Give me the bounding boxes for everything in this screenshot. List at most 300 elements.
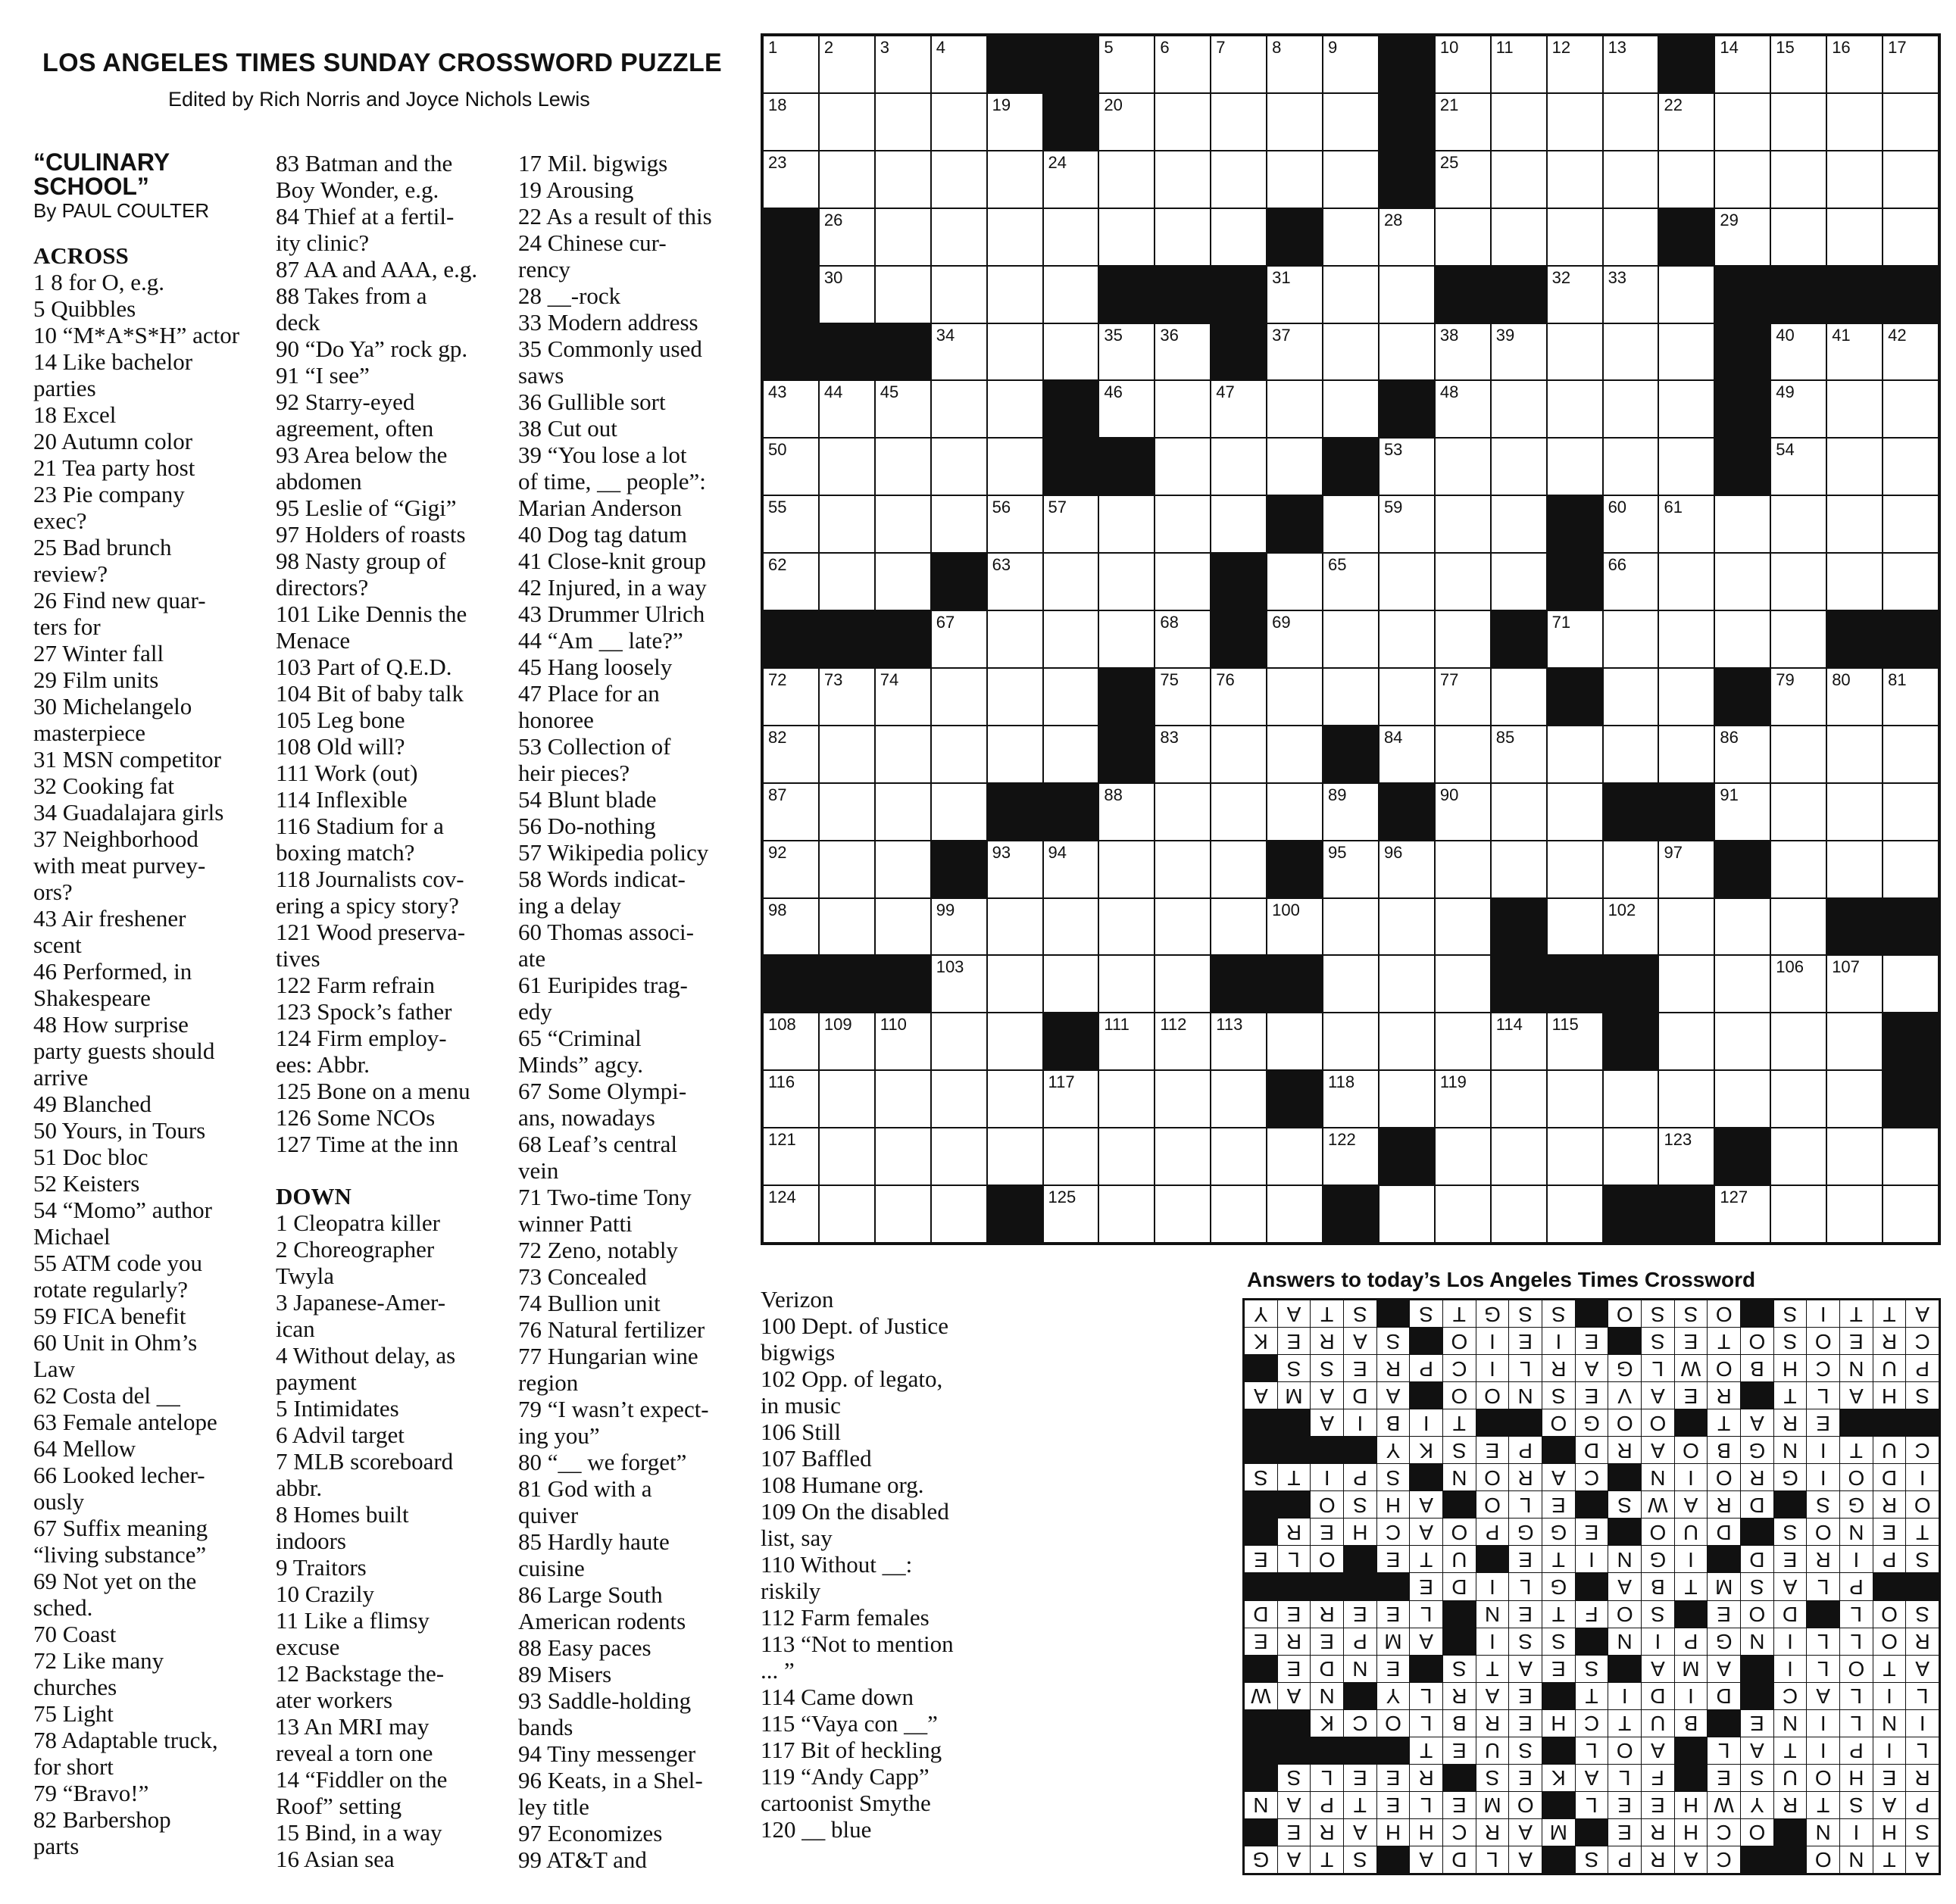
grid-cell[interactable] [1323, 94, 1378, 150]
grid-cell[interactable] [1211, 726, 1266, 782]
grid-cell[interactable] [1492, 496, 1546, 552]
grid-cell[interactable] [1044, 1128, 1098, 1185]
grid-cell[interactable] [1267, 151, 1322, 208]
grid-cell[interactable] [1548, 36, 1602, 92]
grid-cell[interactable] [1492, 439, 1546, 495]
grid-cell[interactable] [1548, 726, 1602, 782]
grid-cell[interactable] [1099, 611, 1154, 667]
grid-cell[interactable] [1211, 669, 1266, 725]
grid-cell[interactable] [1715, 554, 1770, 610]
grid-cell[interactable] [1604, 209, 1658, 265]
grid-cell[interactable] [932, 381, 986, 437]
grid-cell[interactable] [932, 1186, 986, 1242]
grid-cell[interactable] [820, 1013, 874, 1069]
grid-cell[interactable] [1883, 496, 1938, 552]
grid-cell[interactable] [764, 554, 818, 610]
grid-cell[interactable] [1323, 381, 1378, 437]
grid-cell[interactable] [1883, 36, 1938, 92]
grid-cell[interactable] [876, 841, 930, 897]
grid-cell[interactable] [1211, 899, 1266, 955]
grid-cell[interactable] [1155, 1071, 1210, 1127]
grid-cell[interactable] [820, 439, 874, 495]
grid-cell[interactable] [1267, 669, 1322, 725]
grid-cell[interactable] [1323, 151, 1378, 208]
grid-cell[interactable] [1099, 1071, 1154, 1127]
grid-cell[interactable] [1044, 1071, 1098, 1127]
grid-cell[interactable] [1380, 611, 1434, 667]
grid-cell[interactable] [1155, 151, 1210, 208]
grid-cell[interactable] [1155, 841, 1210, 897]
grid-cell[interactable] [1436, 36, 1490, 92]
grid-cell[interactable] [1155, 956, 1210, 1012]
grid-cell[interactable] [1659, 1128, 1714, 1185]
grid-cell[interactable] [764, 36, 818, 92]
grid-cell[interactable] [1659, 324, 1714, 380]
grid-cell[interactable] [1715, 1186, 1770, 1242]
grid-cell[interactable] [876, 784, 930, 840]
grid-cell[interactable] [1044, 151, 1098, 208]
grid-cell[interactable] [1771, 496, 1826, 552]
grid-cell[interactable] [1604, 94, 1658, 150]
grid-cell[interactable] [988, 1013, 1042, 1069]
grid-cell[interactable] [1211, 94, 1266, 150]
grid-cell[interactable] [1771, 956, 1826, 1012]
grid-cell[interactable] [988, 209, 1042, 265]
grid-cell[interactable] [1492, 94, 1546, 150]
grid-cell[interactable] [1436, 439, 1490, 495]
grid-cell[interactable] [932, 784, 986, 840]
grid-cell[interactable] [1771, 1071, 1826, 1127]
grid-cell[interactable] [1771, 94, 1826, 150]
grid-cell[interactable] [1548, 209, 1602, 265]
grid-cell[interactable] [1099, 899, 1154, 955]
grid-cell[interactable] [1492, 151, 1546, 208]
grid-cell[interactable] [1436, 956, 1490, 1012]
grid-cell[interactable] [1155, 611, 1210, 667]
grid-cell[interactable] [876, 669, 930, 725]
grid-cell[interactable] [876, 151, 930, 208]
grid-cell[interactable] [1044, 1186, 1098, 1242]
grid-cell[interactable] [1380, 554, 1434, 610]
grid-cell[interactable] [820, 899, 874, 955]
grid-cell[interactable] [1827, 439, 1882, 495]
grid-cell[interactable] [1323, 1128, 1378, 1185]
grid-cell[interactable] [1155, 1128, 1210, 1185]
grid-cell[interactable] [932, 1071, 986, 1127]
grid-cell[interactable] [1883, 94, 1938, 150]
grid-cell[interactable] [820, 209, 874, 265]
grid-cell[interactable] [1323, 669, 1378, 725]
grid-cell[interactable] [764, 726, 818, 782]
grid-cell[interactable] [1548, 1128, 1602, 1185]
grid-cell[interactable] [1771, 209, 1826, 265]
grid-cell[interactable] [988, 956, 1042, 1012]
grid-cell[interactable] [1436, 1071, 1490, 1127]
grid-cell[interactable] [932, 36, 986, 92]
grid-cell[interactable] [1659, 669, 1714, 725]
grid-cell[interactable] [1267, 94, 1322, 150]
grid-cell[interactable] [1715, 209, 1770, 265]
grid-cell[interactable] [1659, 899, 1714, 955]
grid-cell[interactable] [1715, 496, 1770, 552]
grid-cell[interactable] [932, 94, 986, 150]
grid-cell[interactable] [932, 1013, 986, 1069]
grid-cell[interactable] [820, 726, 874, 782]
grid-cell[interactable] [1436, 554, 1490, 610]
grid-cell[interactable] [1604, 267, 1658, 323]
grid-cell[interactable] [1044, 841, 1098, 897]
grid-cell[interactable] [1883, 1186, 1938, 1242]
grid-cell[interactable] [820, 36, 874, 92]
grid-cell[interactable] [1211, 36, 1266, 92]
grid-cell[interactable] [1548, 1186, 1602, 1242]
grid-cell[interactable] [1436, 784, 1490, 840]
grid-cell[interactable] [764, 1071, 818, 1127]
grid-cell[interactable] [1155, 1013, 1210, 1069]
grid-cell[interactable] [1827, 1013, 1882, 1069]
grid-cell[interactable] [876, 209, 930, 265]
grid-cell[interactable] [1436, 151, 1490, 208]
grid-cell[interactable] [1827, 554, 1882, 610]
grid-cell[interactable] [1659, 94, 1714, 150]
grid-cell[interactable] [1099, 209, 1154, 265]
grid-cell[interactable] [1380, 841, 1434, 897]
grid-cell[interactable] [1771, 1128, 1826, 1185]
grid-cell[interactable] [988, 381, 1042, 437]
grid-cell[interactable] [820, 669, 874, 725]
grid-cell[interactable] [1827, 841, 1882, 897]
grid-cell[interactable] [932, 439, 986, 495]
grid-cell[interactable] [1099, 554, 1154, 610]
grid-cell[interactable] [820, 267, 874, 323]
grid-cell[interactable] [1827, 496, 1882, 552]
grid-cell[interactable] [1883, 726, 1938, 782]
grid-cell[interactable] [1771, 151, 1826, 208]
grid-cell[interactable] [1604, 841, 1658, 897]
grid-cell[interactable] [1267, 1128, 1322, 1185]
grid-cell[interactable] [876, 439, 930, 495]
grid-cell[interactable] [1659, 1013, 1714, 1069]
grid-cell[interactable] [820, 94, 874, 150]
grid-cell[interactable] [876, 726, 930, 782]
grid-cell[interactable] [1267, 611, 1322, 667]
grid-cell[interactable] [988, 324, 1042, 380]
grid-cell[interactable] [1659, 267, 1714, 323]
grid-cell[interactable] [1827, 209, 1882, 265]
grid-cell[interactable] [1604, 36, 1658, 92]
grid-cell[interactable] [1436, 381, 1490, 437]
grid-cell[interactable] [932, 956, 986, 1012]
grid-cell[interactable] [1883, 209, 1938, 265]
grid-cell[interactable] [988, 267, 1042, 323]
grid-cell[interactable] [1659, 496, 1714, 552]
grid-cell[interactable] [1267, 784, 1322, 840]
grid-cell[interactable] [1155, 496, 1210, 552]
grid-cell[interactable] [1715, 956, 1770, 1012]
grid-cell[interactable] [1436, 1186, 1490, 1242]
grid-cell[interactable] [1267, 726, 1322, 782]
grid-cell[interactable] [988, 151, 1042, 208]
grid-cell[interactable] [932, 669, 986, 725]
grid-cell[interactable] [1659, 611, 1714, 667]
grid-cell[interactable] [1883, 1128, 1938, 1185]
grid-cell[interactable] [1827, 1128, 1882, 1185]
grid-cell[interactable] [1883, 956, 1938, 1012]
grid-cell[interactable] [764, 496, 818, 552]
grid-cell[interactable] [1771, 324, 1826, 380]
grid-cell[interactable] [1323, 496, 1378, 552]
grid-cell[interactable] [1659, 841, 1714, 897]
grid-cell[interactable] [1099, 1186, 1154, 1242]
grid-cell[interactable] [1155, 209, 1210, 265]
grid-cell[interactable] [1771, 726, 1826, 782]
grid-cell[interactable] [988, 899, 1042, 955]
grid-cell[interactable] [1044, 267, 1098, 323]
grid-cell[interactable] [876, 496, 930, 552]
grid-cell[interactable] [1267, 381, 1322, 437]
grid-cell[interactable] [1492, 841, 1546, 897]
grid-cell[interactable] [932, 726, 986, 782]
grid-cell[interactable] [1436, 94, 1490, 150]
grid-cell[interactable] [1323, 36, 1378, 92]
grid-cell[interactable] [1099, 324, 1154, 380]
grid-cell[interactable] [988, 439, 1042, 495]
grid-cell[interactable] [1548, 381, 1602, 437]
grid-cell[interactable] [1771, 841, 1826, 897]
grid-cell[interactable] [1211, 496, 1266, 552]
grid-cell[interactable] [1211, 439, 1266, 495]
grid-cell[interactable] [988, 841, 1042, 897]
grid-cell[interactable] [820, 784, 874, 840]
grid-cell[interactable] [1827, 94, 1882, 150]
grid-cell[interactable] [1380, 209, 1434, 265]
grid-cell[interactable] [1604, 324, 1658, 380]
grid-cell[interactable] [1659, 439, 1714, 495]
grid-cell[interactable] [1604, 439, 1658, 495]
crossword-grid[interactable] [761, 33, 1941, 1245]
grid-cell[interactable] [1771, 1013, 1826, 1069]
grid-cell[interactable] [820, 1186, 874, 1242]
grid-cell[interactable] [1099, 94, 1154, 150]
grid-cell[interactable] [1044, 209, 1098, 265]
grid-cell[interactable] [1548, 841, 1602, 897]
grid-cell[interactable] [876, 1013, 930, 1069]
grid-cell[interactable] [1436, 1013, 1490, 1069]
grid-cell[interactable] [820, 1071, 874, 1127]
grid-cell[interactable] [1827, 669, 1882, 725]
grid-cell[interactable] [1155, 784, 1210, 840]
grid-cell[interactable] [1323, 841, 1378, 897]
grid-cell[interactable] [1492, 726, 1546, 782]
grid-cell[interactable] [1155, 554, 1210, 610]
grid-cell[interactable] [1436, 899, 1490, 955]
grid-cell[interactable] [1883, 841, 1938, 897]
grid-cell[interactable] [1267, 324, 1322, 380]
grid-cell[interactable] [988, 94, 1042, 150]
grid-cell[interactable] [1267, 899, 1322, 955]
grid-cell[interactable] [1380, 726, 1434, 782]
grid-cell[interactable] [1883, 554, 1938, 610]
grid-cell[interactable] [1323, 1071, 1378, 1127]
grid-cell[interactable] [876, 1071, 930, 1127]
grid-cell[interactable] [1044, 669, 1098, 725]
grid-cell[interactable] [820, 554, 874, 610]
grid-cell[interactable] [876, 1128, 930, 1185]
grid-cell[interactable] [820, 841, 874, 897]
grid-cell[interactable] [1883, 439, 1938, 495]
grid-cell[interactable] [988, 496, 1042, 552]
grid-cell[interactable] [1099, 496, 1154, 552]
grid-cell[interactable] [1492, 1128, 1546, 1185]
grid-cell[interactable] [1604, 381, 1658, 437]
grid-cell[interactable] [1436, 496, 1490, 552]
grid-cell[interactable] [1548, 151, 1602, 208]
grid-cell[interactable] [1548, 611, 1602, 667]
grid-cell[interactable] [1827, 324, 1882, 380]
grid-cell[interactable] [764, 94, 818, 150]
grid-cell[interactable] [1044, 324, 1098, 380]
grid-cell[interactable] [1155, 439, 1210, 495]
grid-cell[interactable] [820, 496, 874, 552]
grid-cell[interactable] [1380, 324, 1434, 380]
grid-cell[interactable] [1099, 36, 1154, 92]
grid-cell[interactable] [1099, 1013, 1154, 1069]
grid-cell[interactable] [988, 554, 1042, 610]
grid-cell[interactable] [1323, 267, 1378, 323]
grid-cell[interactable] [1604, 1071, 1658, 1127]
grid-cell[interactable] [1492, 36, 1546, 92]
grid-cell[interactable] [1323, 324, 1378, 380]
grid-cell[interactable] [932, 899, 986, 955]
grid-cell[interactable] [764, 899, 818, 955]
grid-cell[interactable] [764, 151, 818, 208]
grid-cell[interactable] [1659, 1071, 1714, 1127]
grid-cell[interactable] [1548, 899, 1602, 955]
grid-cell[interactable] [764, 669, 818, 725]
grid-cell[interactable] [1492, 209, 1546, 265]
grid-cell[interactable] [1211, 784, 1266, 840]
grid-cell[interactable] [1659, 726, 1714, 782]
grid-cell[interactable] [1827, 726, 1882, 782]
grid-cell[interactable] [1323, 899, 1378, 955]
grid-cell[interactable] [1883, 784, 1938, 840]
grid-cell[interactable] [764, 1128, 818, 1185]
grid-cell[interactable] [1827, 151, 1882, 208]
grid-cell[interactable] [764, 784, 818, 840]
grid-cell[interactable] [820, 381, 874, 437]
grid-cell[interactable] [1715, 784, 1770, 840]
grid-cell[interactable] [1883, 669, 1938, 725]
grid-cell[interactable] [764, 841, 818, 897]
grid-cell[interactable] [1548, 267, 1602, 323]
grid-cell[interactable] [988, 726, 1042, 782]
grid-cell[interactable] [764, 1013, 818, 1069]
grid-cell[interactable] [932, 1128, 986, 1185]
grid-cell[interactable] [1604, 726, 1658, 782]
grid-cell[interactable] [1211, 209, 1266, 265]
grid-cell[interactable] [1267, 267, 1322, 323]
grid-cell[interactable] [1099, 956, 1154, 1012]
grid-cell[interactable] [1771, 899, 1826, 955]
grid-cell[interactable] [1211, 1013, 1266, 1069]
grid-cell[interactable] [1715, 1071, 1770, 1127]
grid-cell[interactable] [1492, 1071, 1546, 1127]
grid-cell[interactable] [1492, 1186, 1546, 1242]
grid-cell[interactable] [1044, 726, 1098, 782]
grid-cell[interactable] [932, 324, 986, 380]
grid-cell[interactable] [1715, 36, 1770, 92]
grid-cell[interactable] [1211, 1071, 1266, 1127]
grid-cell[interactable] [1548, 439, 1602, 495]
grid-cell[interactable] [1659, 956, 1714, 1012]
grid-cell[interactable] [764, 1186, 818, 1242]
grid-cell[interactable] [1715, 726, 1770, 782]
grid-cell[interactable] [1715, 94, 1770, 150]
grid-cell[interactable] [1492, 381, 1546, 437]
grid-cell[interactable] [988, 1071, 1042, 1127]
grid-cell[interactable] [1267, 1013, 1322, 1069]
grid-cell[interactable] [764, 381, 818, 437]
grid-cell[interactable] [1548, 94, 1602, 150]
grid-cell[interactable] [1380, 1013, 1434, 1069]
grid-cell[interactable] [1827, 1186, 1882, 1242]
grid-cell[interactable] [1771, 439, 1826, 495]
grid-cell[interactable] [876, 267, 930, 323]
grid-cell[interactable] [1771, 1186, 1826, 1242]
grid-cell[interactable] [988, 611, 1042, 667]
grid-cell[interactable] [1323, 209, 1378, 265]
grid-cell[interactable] [1099, 151, 1154, 208]
grid-cell[interactable] [876, 899, 930, 955]
grid-cell[interactable] [1155, 324, 1210, 380]
grid-cell[interactable] [1323, 956, 1378, 1012]
grid-cell[interactable] [1044, 899, 1098, 955]
grid-cell[interactable] [1323, 784, 1378, 840]
grid-cell[interactable] [932, 151, 986, 208]
grid-cell[interactable] [1548, 1071, 1602, 1127]
grid-cell[interactable] [1436, 1128, 1490, 1185]
grid-cell[interactable] [876, 381, 930, 437]
grid-cell[interactable] [1099, 841, 1154, 897]
grid-cell[interactable] [1211, 841, 1266, 897]
grid-cell[interactable] [1715, 611, 1770, 667]
grid-cell[interactable] [1492, 324, 1546, 380]
grid-cell[interactable] [1155, 381, 1210, 437]
grid-cell[interactable] [1715, 151, 1770, 208]
grid-cell[interactable] [1771, 784, 1826, 840]
grid-cell[interactable] [1267, 1186, 1322, 1242]
grid-cell[interactable] [1827, 1071, 1882, 1127]
grid-cell[interactable] [1659, 554, 1714, 610]
grid-cell[interactable] [1771, 381, 1826, 437]
grid-cell[interactable] [1155, 726, 1210, 782]
grid-cell[interactable] [876, 554, 930, 610]
grid-cell[interactable] [1155, 1186, 1210, 1242]
grid-cell[interactable] [1771, 36, 1826, 92]
grid-cell[interactable] [1492, 669, 1546, 725]
grid-cell[interactable] [932, 267, 986, 323]
grid-cell[interactable] [1380, 267, 1434, 323]
grid-cell[interactable] [1380, 669, 1434, 725]
grid-cell[interactable] [820, 1128, 874, 1185]
grid-cell[interactable] [1827, 956, 1882, 1012]
grid-cell[interactable] [1267, 439, 1322, 495]
grid-cell[interactable] [820, 151, 874, 208]
grid-cell[interactable] [1771, 669, 1826, 725]
grid-cell[interactable] [1715, 1013, 1770, 1069]
grid-cell[interactable] [1436, 324, 1490, 380]
grid-cell[interactable] [764, 439, 818, 495]
